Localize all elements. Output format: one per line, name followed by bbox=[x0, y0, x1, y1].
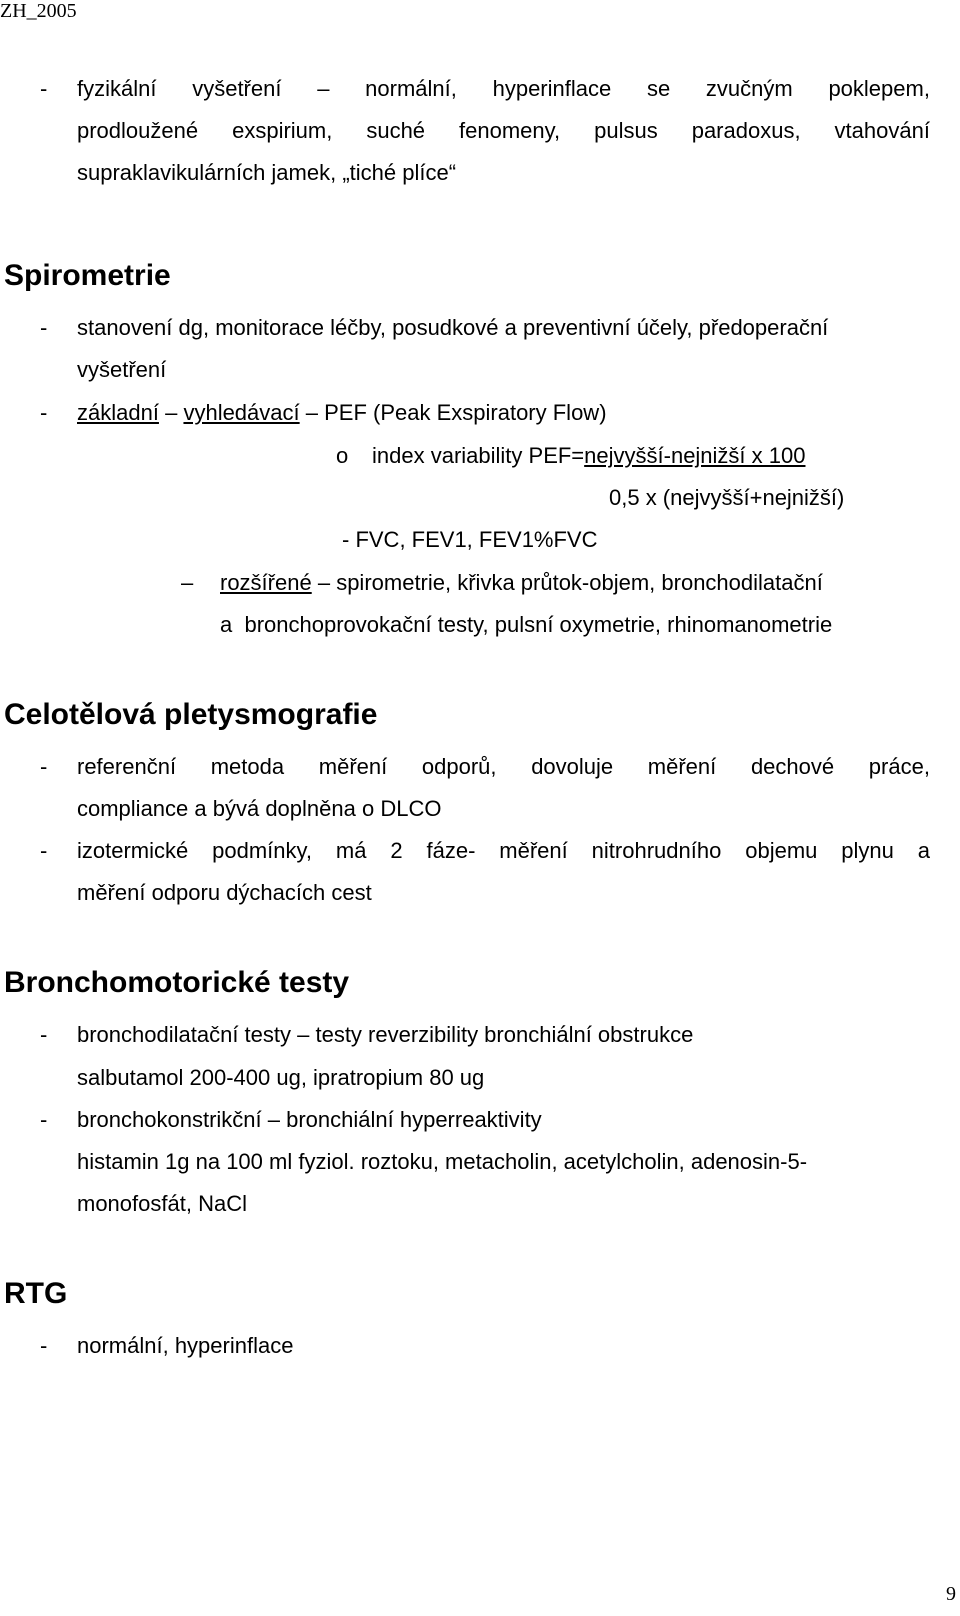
word: metoda bbox=[210, 754, 285, 779]
pletys-item1-line1 bbox=[77, 754, 930, 780]
pef-formula bbox=[372, 443, 805, 469]
heading-bronchomotoricke: Bronchomotorické testy bbox=[4, 966, 350, 999]
document-id: ZH_2005 bbox=[0, 0, 77, 22]
extended-line1 bbox=[220, 570, 823, 596]
list-dash: - bbox=[40, 315, 48, 340]
word: izotermické bbox=[77, 838, 189, 863]
list-dash: - bbox=[40, 838, 48, 863]
word: 2 bbox=[390, 838, 403, 863]
pef-formula-numerator: nejvyšší-nejnižší x 100 bbox=[584, 443, 806, 468]
word: fenomeny, bbox=[459, 118, 561, 143]
broncho-item1-line2: salbutamol 200-400 ug, ipratropium 80 ug bbox=[77, 1065, 485, 1090]
exam-line-3: supraklavikulárních jamek, „tiché plíce“ bbox=[77, 160, 457, 185]
separator: – bbox=[165, 400, 178, 425]
word: a bbox=[917, 838, 930, 863]
word: vyšetření bbox=[192, 76, 282, 101]
rtg-item1: normální, hyperinflace bbox=[77, 1333, 294, 1358]
pletys-item2-line1 bbox=[77, 838, 930, 864]
list-dash: - bbox=[40, 76, 48, 101]
word: dechové bbox=[750, 754, 835, 779]
word: poklepem, bbox=[828, 76, 930, 101]
word: nitrohrudního bbox=[591, 838, 722, 863]
word: normální, bbox=[365, 76, 457, 101]
word: hyperinflace bbox=[492, 76, 612, 101]
spiro-item2-line bbox=[77, 400, 607, 426]
fvc-line: - FVC, FEV1, FEV1%FVC bbox=[342, 527, 598, 552]
word: suché bbox=[366, 118, 426, 143]
word: fáze- bbox=[426, 838, 476, 863]
word: měření bbox=[318, 754, 388, 779]
word: podmínky, bbox=[212, 838, 312, 863]
page-number: 9 bbox=[946, 1583, 956, 1605]
extended-rest: – spirometrie, křivka průtok-objem, bronchodilatační bbox=[317, 570, 823, 595]
list-dash: - bbox=[40, 1107, 48, 1132]
word: práce, bbox=[868, 754, 930, 779]
pef-formula-lead: index variability PEF= bbox=[372, 443, 585, 468]
term-vyhledavaci: vyhledávací bbox=[183, 400, 300, 425]
word: dovoluje bbox=[531, 754, 614, 779]
list-dash: - bbox=[40, 400, 48, 425]
heading-rtg: RTG bbox=[4, 1277, 68, 1310]
pletys-item1-line2: compliance a bývá doplněna o DLCO bbox=[77, 796, 442, 821]
word: měření bbox=[499, 838, 568, 863]
pef-bullet: o bbox=[336, 443, 349, 468]
word: – bbox=[317, 76, 330, 101]
word: odporů, bbox=[421, 754, 497, 779]
spiro-item1-line1: stanovení dg, monitorace léčby, posudkové a preventivní účely, předoperační bbox=[77, 315, 829, 340]
heading-pletysmografie: Celotělová pletysmografie bbox=[4, 698, 378, 731]
list-dash: - bbox=[40, 1022, 48, 1047]
word: má bbox=[335, 838, 367, 863]
word: paradoxus, bbox=[691, 118, 801, 143]
list-dash: - bbox=[40, 1333, 48, 1358]
word: zvučným bbox=[705, 76, 793, 101]
word: fyzikální bbox=[77, 76, 157, 101]
word: objemu bbox=[745, 838, 818, 863]
broncho-item2-line1: bronchokonstrikční – bronchiální hyperreaktivity bbox=[77, 1107, 542, 1132]
heading-spirometrie: Spirometrie bbox=[4, 259, 171, 292]
pletys-item2-line2: měření odporu dýchacích cest bbox=[77, 880, 372, 905]
broncho-item2-line2: histamin 1g na 100 ml fyziol. roztoku, metacholin, acetylcholin, adenosin-5- bbox=[77, 1149, 808, 1174]
list-dash: – bbox=[181, 570, 194, 595]
word: exspirium, bbox=[232, 118, 333, 143]
word: pulsus bbox=[594, 118, 658, 143]
term-zakladni: základní bbox=[77, 400, 159, 425]
word: se bbox=[646, 76, 671, 101]
broncho-item1-line1: bronchodilatační testy – testy reverzibility bronchiální obstrukce bbox=[77, 1022, 694, 1047]
extended-line2: a bronchoprovokační testy, pulsní oxymetrie, rhinomanometrie bbox=[220, 612, 833, 637]
word: vtahování bbox=[834, 118, 930, 143]
exam-line-2 bbox=[77, 118, 930, 144]
word: plynu bbox=[841, 838, 894, 863]
exam-line-1 bbox=[77, 76, 930, 102]
word: měření bbox=[647, 754, 717, 779]
broncho-item2-line3: monofosfát, NaCl bbox=[77, 1191, 247, 1216]
word: referenční bbox=[77, 754, 177, 779]
list-dash: - bbox=[40, 754, 48, 779]
pef-label: – PEF (Peak Exspiratory Flow) bbox=[305, 400, 607, 425]
pef-formula-denominator: 0,5 x (nejvyšší+nejnižší) bbox=[609, 485, 845, 510]
spiro-item1-line2: vyšetření bbox=[77, 357, 167, 382]
word: prodloužené bbox=[77, 118, 199, 143]
term-rozsirene: rozšířené bbox=[220, 570, 312, 595]
